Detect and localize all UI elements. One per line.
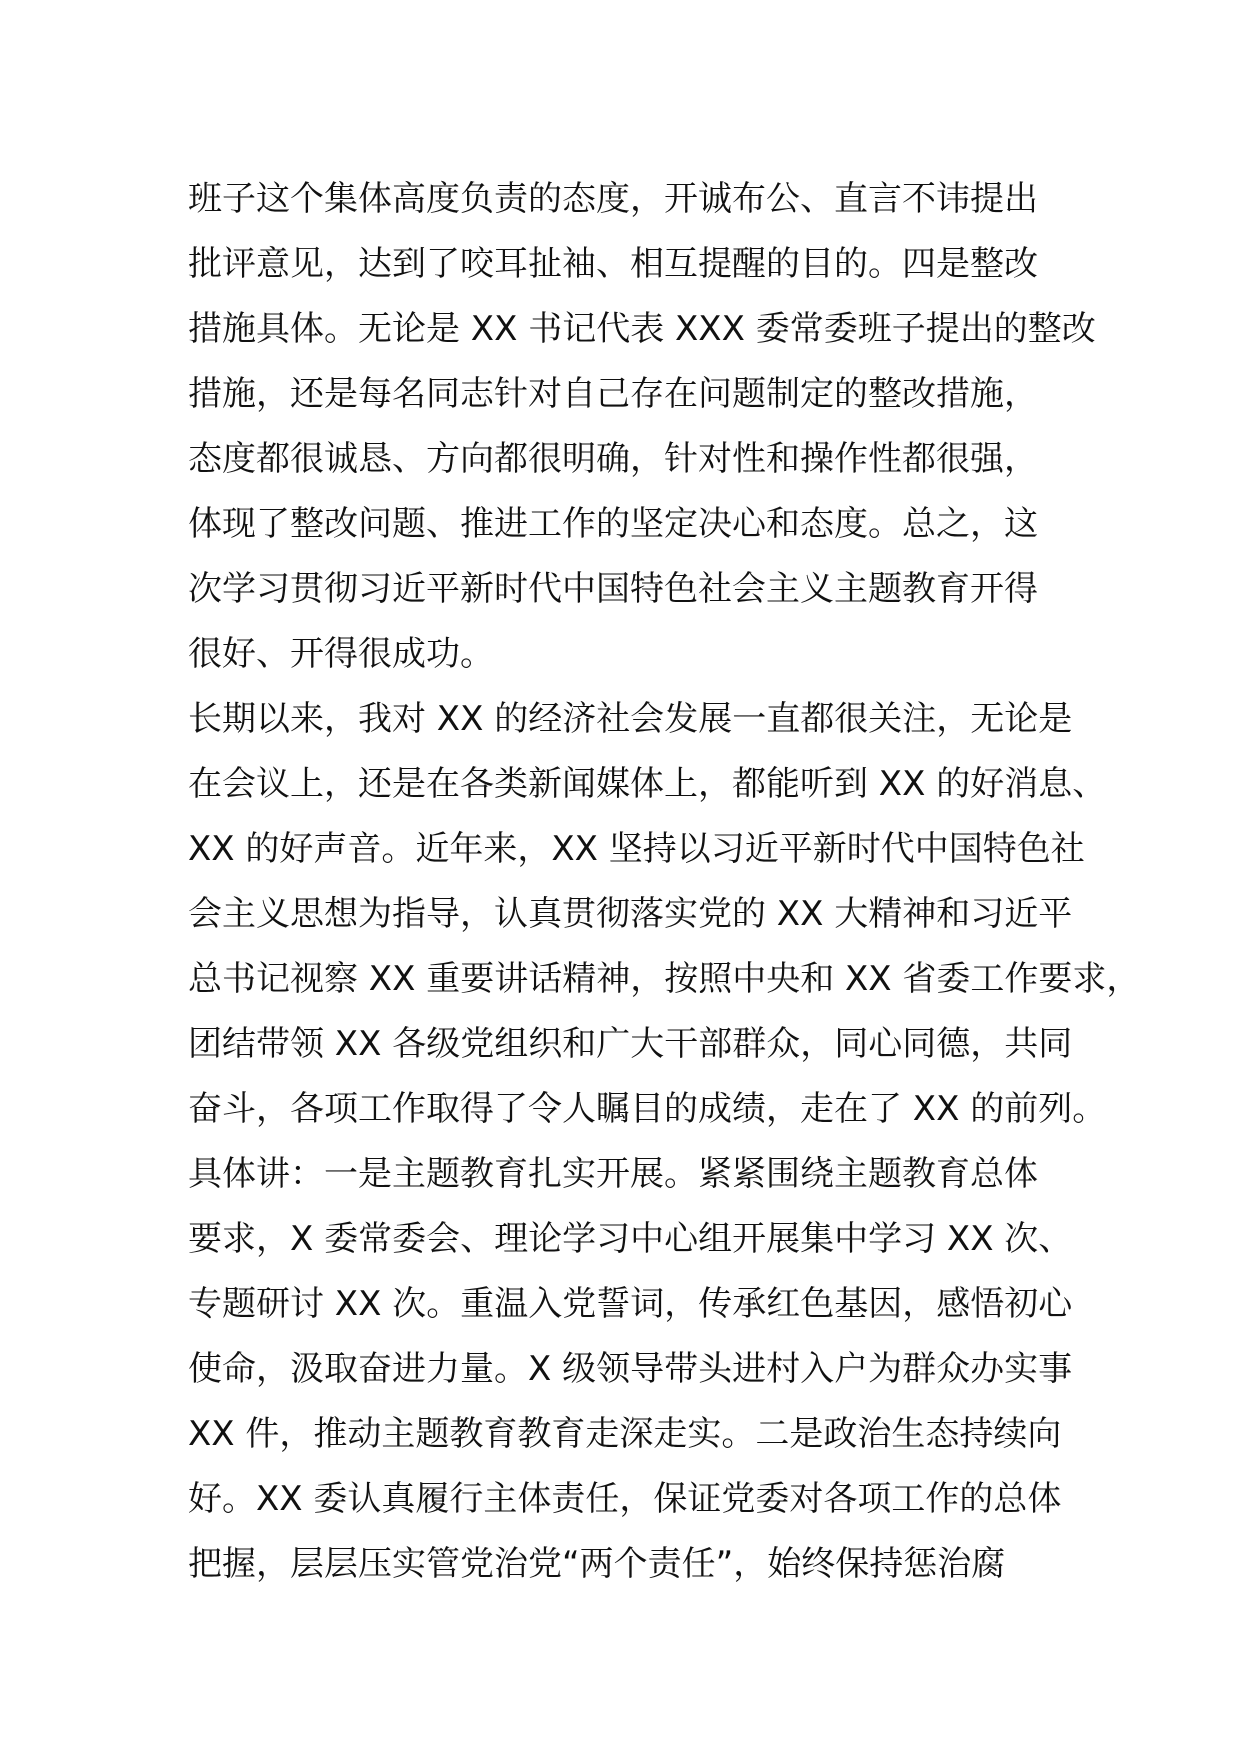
text-line: 具体讲：一是主题教育扎实开展。紧紧围绕主题教育总体 <box>188 1154 1038 1194</box>
text-line: 把握，层层压实管党治党“两个责任”，始终保持惩治腐 <box>188 1544 1006 1584</box>
text-line: XX 件，推动主题教育教育走深走实。二是政治生态持续向 <box>188 1414 1062 1454</box>
text-line: 总书记视察 XX 重要讲话精神，按照中央和 XX 省委工作要求， <box>188 959 1141 999</box>
text-line: 很好、开得很成功。 <box>188 634 494 674</box>
text-line: 要求，X 委常委会、理论学习中心组开展集中学习 XX 次、 <box>188 1219 1073 1259</box>
text-line: 会主义思想为指导，认真贯彻落实党的 XX 大精神和习近平 <box>188 894 1073 934</box>
text-line: 班子这个集体高度负责的态度，开诚布公、直言不讳提出 <box>188 179 1038 219</box>
text-line: 团结带领 XX 各级党组织和广大干部群众，同心同德，共同 <box>188 1024 1073 1064</box>
text-line: 体现了整改问题、推进工作的坚定决心和态度。总之，这 <box>188 504 1038 544</box>
text-line: 奋斗，各项工作取得了令人瞩目的成绩，走在了 XX 的前列。 <box>188 1089 1107 1129</box>
text-line: 在会议上，还是在各类新闻媒体上，都能听到 XX 的好消息、 <box>188 764 1107 804</box>
text-line: 措施具体。无论是 XX 书记代表 XXX 委常委班子提出的整改 <box>188 309 1096 349</box>
text-line: 好。XX 委认真履行主体责任，保证党委对各项工作的总体 <box>188 1479 1062 1519</box>
body-text <box>188 167 1141 1597</box>
text-line: 专题研讨 XX 次。重温入党誓词，传承红色基因，感悟初心 <box>188 1284 1073 1324</box>
text-line: 措施，还是每名同志针对自己存在问题制定的整改措施， <box>188 374 1038 414</box>
text-line: 态度都很诚恳、方向都很明确，针对性和操作性都很强， <box>188 439 1038 479</box>
text-line: XX 的好声音。近年来，XX 坚持以习近平新时代中国特色社 <box>188 829 1085 869</box>
text-line: 长期以来，我对 XX 的经济社会发展一直都很关注，无论是 <box>188 699 1073 739</box>
text-line: 使命，汲取奋进力量。X 级领导带头进村入户为群众办实事 <box>188 1349 1073 1389</box>
text-line: 次学习贯彻习近平新时代中国特色社会主义主题教育开得 <box>188 569 1038 609</box>
text-line: 批评意见，达到了咬耳扯袖、相互提醒的目的。四是整改 <box>188 244 1038 284</box>
